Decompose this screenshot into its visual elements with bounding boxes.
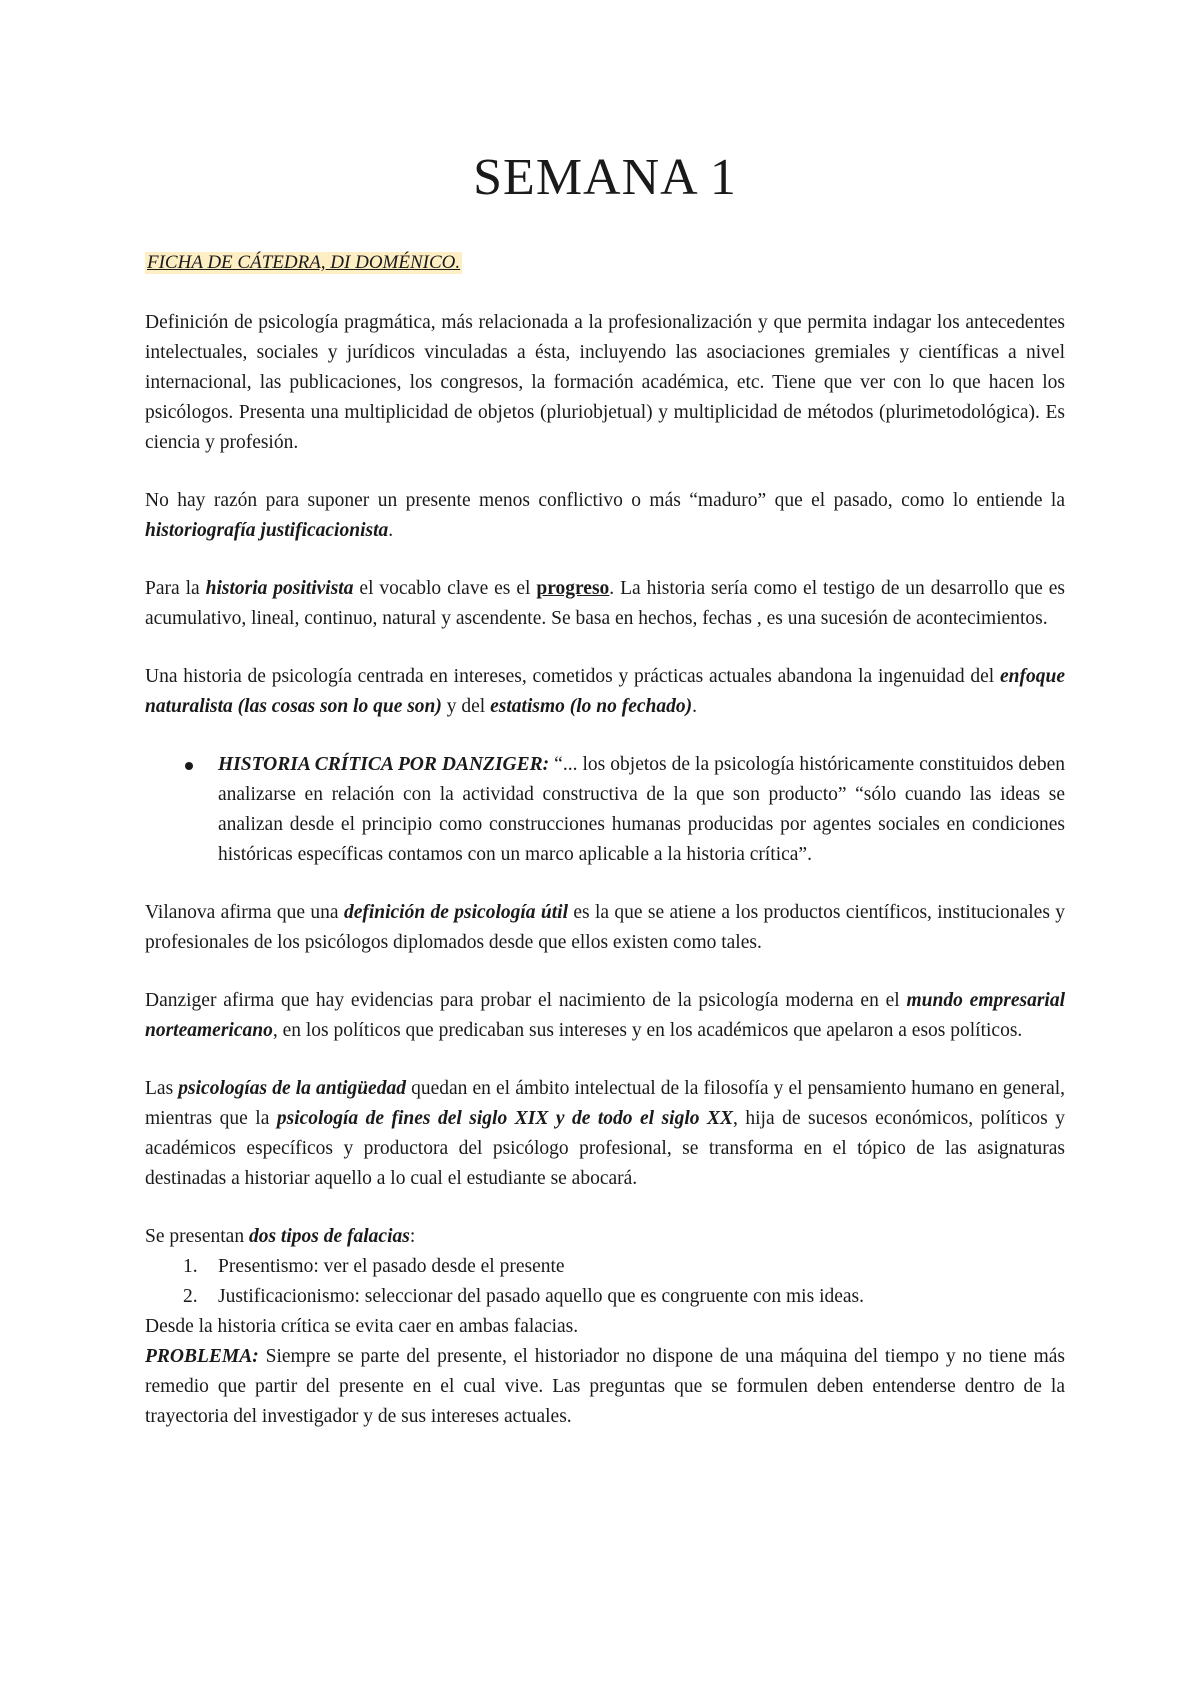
paragraph-problema: PROBLEMA: Siempre se parte del presente, el historiador no dispone de una máquina del tiempo y no tiene más remedio que partir del presente en el cual vive. Las preguntas que se formulen deben entenderse dentro de la trayectoria del investigador y de sus intereses actuales. <box>145 1346 1065 1427</box>
list-number: 2. <box>183 1286 198 1307</box>
emphasis-term: definición de psicología útil <box>343 902 569 923</box>
paragraph-vilanova: Vilanova afirma que una definición de psicología útil es la que se atiene a los productos científicos, institucionales y profesionales de los psicólogos diplomados desde que ellos existen como tales. <box>145 902 1066 953</box>
paragraph-historia-critica: Desde la historia crítica se evita caer en ambas falacias. <box>145 1316 579 1337</box>
section-heading: FICHA DE CÁTEDRA, DI DOMÉNICO. <box>147 252 461 273</box>
paragraph-historia-centrada: Una historia de psicología centrada en intereses, cometidos y prácticas actuales abandona la ingenuidad del enfoque naturalista (las cosas son lo que son) y del estatismo (lo no fechado). <box>145 666 1065 717</box>
paragraph-presente: No hay razón para suponer un presente menos conflictivo o más “maduro” que el pasado, como lo entiende la historiografía justificacionista. <box>145 490 1065 541</box>
emphasis-term: historiografía justificacionista <box>145 520 389 541</box>
emphasis-term: mundo empresarial norteamericano <box>145 990 1065 1041</box>
list-item: HISTORIA CRÍTICA POR DANZIGER: “... los objetos de la psicología históricamente constituidos deben analizarse en relación con la actividad constructiva de la que son producto” “sólo cuando las ideas se analizan desde el principio como construcciones humanas producidas por agentes sociales en condiciones históricas específicas contamos con un marco aplicable a la historia crítica”. <box>145 750 1065 870</box>
emphasis-term: historia positivista <box>205 578 354 599</box>
bullet-list <box>145 750 1065 870</box>
emphasis-term: HISTORIA CRÍTICA POR DANZIGER: <box>218 754 550 775</box>
page-title: SEMANA 1 <box>473 149 737 206</box>
paragraph-danziger: Danziger afirma que hay evidencias para probar el nacimiento de la psicología moderna en el mundo empresarial norteamericano, en los políticos que predicaban sus intereses y en los académicos que apelaron a esos políticos. <box>145 990 1065 1041</box>
emphasis-term: enfoque naturalista (las cosas son lo que son) <box>145 666 1065 717</box>
emphasis-term: psicologías de la antigüedad <box>178 1078 406 1099</box>
paragraph-definicion: Definición de psicología pragmática, más relacionada a la profesionalización y que permita indagar los antecedentes intelectuales, sociales y jurídicos vinculadas a ésta, incluyendo las asociaciones gremiales y científicas a nivel internacional, las publicaciones, los congresos, la formación académica, etc. Tiene que ver con lo que hacen los psicólogos. Presenta una multiplicidad de objetos (pluriobjetual) y multiplicidad de métodos (plurimetodológica). Es ciencia y profesión. <box>145 312 1065 453</box>
emphasis-term: estatismo (lo no fechado) <box>490 696 693 717</box>
emphasis-term: psicología de fines del siglo XIX y de todo el siglo XX <box>276 1108 734 1129</box>
numbered-list <box>145 1252 1065 1312</box>
bullet-icon <box>185 762 193 770</box>
list-item: 1. Presentismo: ver el pasado desde el presente <box>145 1252 1065 1282</box>
paragraph-antiguedad: Las psicologías de la antigüedad quedan en el ámbito intelectual de la filosofía y el pensamiento humano en general, mientras que la psicología de fines del siglo XIX y de todo el siglo XX, hija de sucesos económicos, políticos y académicos específicos y productora del psicólogo profesional, se transforma en el tópico de las asignaturas destinadas a historiar aquello a lo cual el estudiante se abocará. <box>145 1078 1066 1189</box>
paragraph-falacias: Se presentan dos tipos de falacias: <box>145 1226 416 1247</box>
emphasis-term: dos tipos de falacias <box>248 1226 410 1247</box>
list-number: 1. <box>183 1256 198 1277</box>
emphasis-term: PROBLEMA: <box>145 1346 259 1367</box>
document-body <box>145 308 1065 1460</box>
paragraph-positivista: Para la historia positivista el vocablo clave es el progreso. La historia sería como el testigo de un desarrollo que es acumulativo, lineal, continuo, natural y ascendente. Se basa en hechos, fechas , es una sucesión de acontecimientos. <box>145 578 1065 629</box>
list-item: 2. Justificacionismo: seleccionar del pasado aquello que es congruente con mis ideas. <box>145 1282 1065 1312</box>
emphasis-term-underlined: progreso <box>536 578 610 599</box>
